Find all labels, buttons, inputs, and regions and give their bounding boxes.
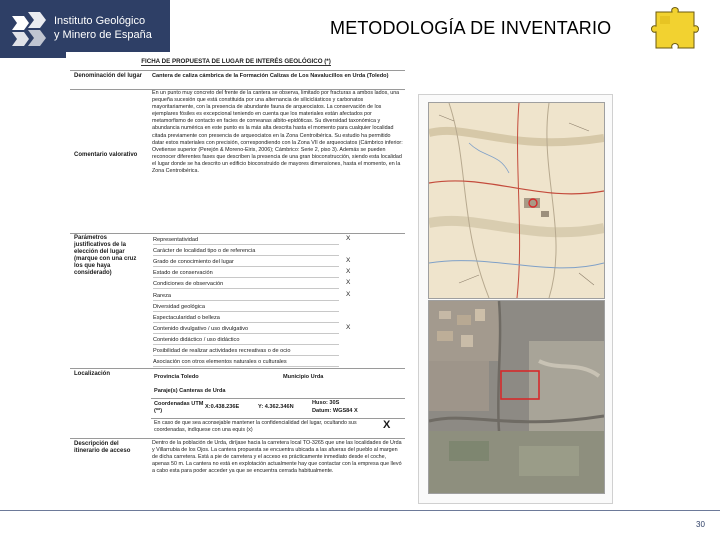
coordenadas-label: Coordenadas UTM (**) [154, 401, 204, 415]
criterion-item: Diversidad geológica [153, 303, 339, 312]
criterion-mark: X [346, 290, 351, 298]
row-divider [70, 368, 405, 369]
criterion-mark: X [346, 323, 351, 331]
criterion-item: Posibilidad de realizar actividades recreativas o de ocio [153, 347, 339, 356]
topographic-map [428, 102, 605, 299]
provincia-value: Provincia Toledo [154, 374, 199, 380]
aerial-photo [428, 300, 605, 494]
igme-logo-band [0, 0, 170, 58]
x-coordinate: X:0.438.236E [205, 404, 240, 410]
page-number: 30 [696, 520, 705, 529]
acceso-value: Dentro de la población de Urda, diríjase hacia la carretera local TO-3265 que une las localidades de Urda y Villarrubia de los Ojos. La cantera propuesta se encuentra ubicada a las afueras del pueblo al margen de dicha carretera. Está a pie de carretera y el acceso es prácticamente inmediato desde el coche, apenas 50 m. La cantera no está en explotación actualmente hay que contactar con la empresa que llevó a cabo esta para poder acceder ya que se encuentra cerrada habitualmente. [152, 440, 402, 475]
criterion-mark: X [346, 268, 351, 276]
comentario-label: Comentario valorativo [74, 152, 138, 158]
municipio-value: Municipio Urda [283, 374, 324, 380]
acceso-label: Descripción del itinerario de acceso [74, 441, 131, 454]
puzzle-piece-icon [646, 2, 706, 56]
criterion-item: Condiciones de observación [153, 280, 339, 289]
huso-value: Huso: 30S [312, 400, 340, 406]
criterion-item: Asociación con otros elementos naturales o culturales [153, 358, 339, 367]
comentario-value: En un punto muy concreto del frente de la cantera se observa, limitado por fracturas a ambos lados, una pequeña sucesión que está constituida por una alternancia de siliciclásticos y carbonatos mayoritariamente, con la presencia de abundante fauna de arqueociatos. La conservación de los ejemplares fósiles es excepcional teniendo en cuenta que los materiales están afectados por metamorfismo de contacto en facies de corneanas albito-epidóticas. Su diversidad taxonómica y abundancia numérica en este punto es la más alta descrita hasta el momento para cualquier localidad citada previamente con presencia de arqueociatos en la Zona Centroibérica. Su estudio ha permitido datar estos materiales con precisión, correspondiendo con la Zona VII de arqueociatos (Cámbrico inferior: Ovetiense superior (Perejón & Moreno-Eiris, 2006); Cámbrico: Serie 2, piso 3). Además se pueden reconocer diferentes fases que describen la presencia de una gran bioconstrucción, siendo esta localidad el lugar donde se ha descrito un edificio bioconstruido de mayores dimensiones, hasta el momento, en la Zona Centroibérica. [152, 90, 403, 175]
denominacion-value: Cantera de caliza cámbrica de la Formación Calizas de Los Navalucillos en Urda (Toledo) [152, 73, 389, 79]
criterion-mark: X [346, 279, 351, 287]
igme-logo-text [54, 14, 152, 42]
row-divider [151, 418, 405, 419]
row-divider [151, 398, 405, 399]
criterion-mark: X [346, 257, 351, 265]
criterion-item: Rareza [153, 292, 339, 301]
org-line-2: y Minero de España [54, 29, 152, 41]
sheet-title: FICHA DE PROPUESTA DE LUGAR DE INTERÉS GEOLÓGICO (*) [141, 58, 331, 65]
criterion-item: Carácter de localidad tipo o de referencia [153, 247, 339, 256]
paraje-value: Paraje(s) Canteras de Urda [154, 388, 226, 394]
criterion-item: Contenido divulgativo / uso divulgativo [153, 325, 339, 334]
localizacion-label: Localización [74, 371, 111, 377]
confidencial-mark: X [383, 419, 391, 431]
criterion-mark: X [346, 235, 351, 242]
footer-rule [0, 510, 720, 511]
slide-title: METODOLOGÍA DE INVENTARIO [330, 18, 612, 38]
org-line-1: Instituto Geológico [54, 15, 146, 27]
criterion-item: Representatividad [153, 236, 339, 245]
datum-value: Datum: WGS84 X [312, 408, 358, 414]
denominacion-label: Denominación del lugar [74, 73, 143, 79]
criterion-item: Contenido didáctico / uso didáctico [153, 336, 339, 345]
row-divider [70, 233, 405, 234]
parametros-label: Parámetros justificativos de la elección del lugar (marque con una cruz los que haya considerado) [74, 235, 137, 276]
criterion-item: Estado de conservación [153, 269, 339, 278]
row-divider [70, 438, 405, 439]
criterion-item: Grado de conocimiento del lugar [153, 258, 339, 267]
criterion-item: Espectacularidad o belleza [153, 314, 339, 323]
igme-logo-icon [10, 10, 48, 48]
confidencial-text: En caso de que sea aconsejable mantener la confidencialidad del lugar, ocultando sus coordenadas, indíquese con una equis (x) [154, 420, 357, 433]
row-divider [70, 70, 405, 71]
y-coordinate: Y: 4.362.346N [258, 404, 294, 410]
slide-header [0, 0, 720, 58]
